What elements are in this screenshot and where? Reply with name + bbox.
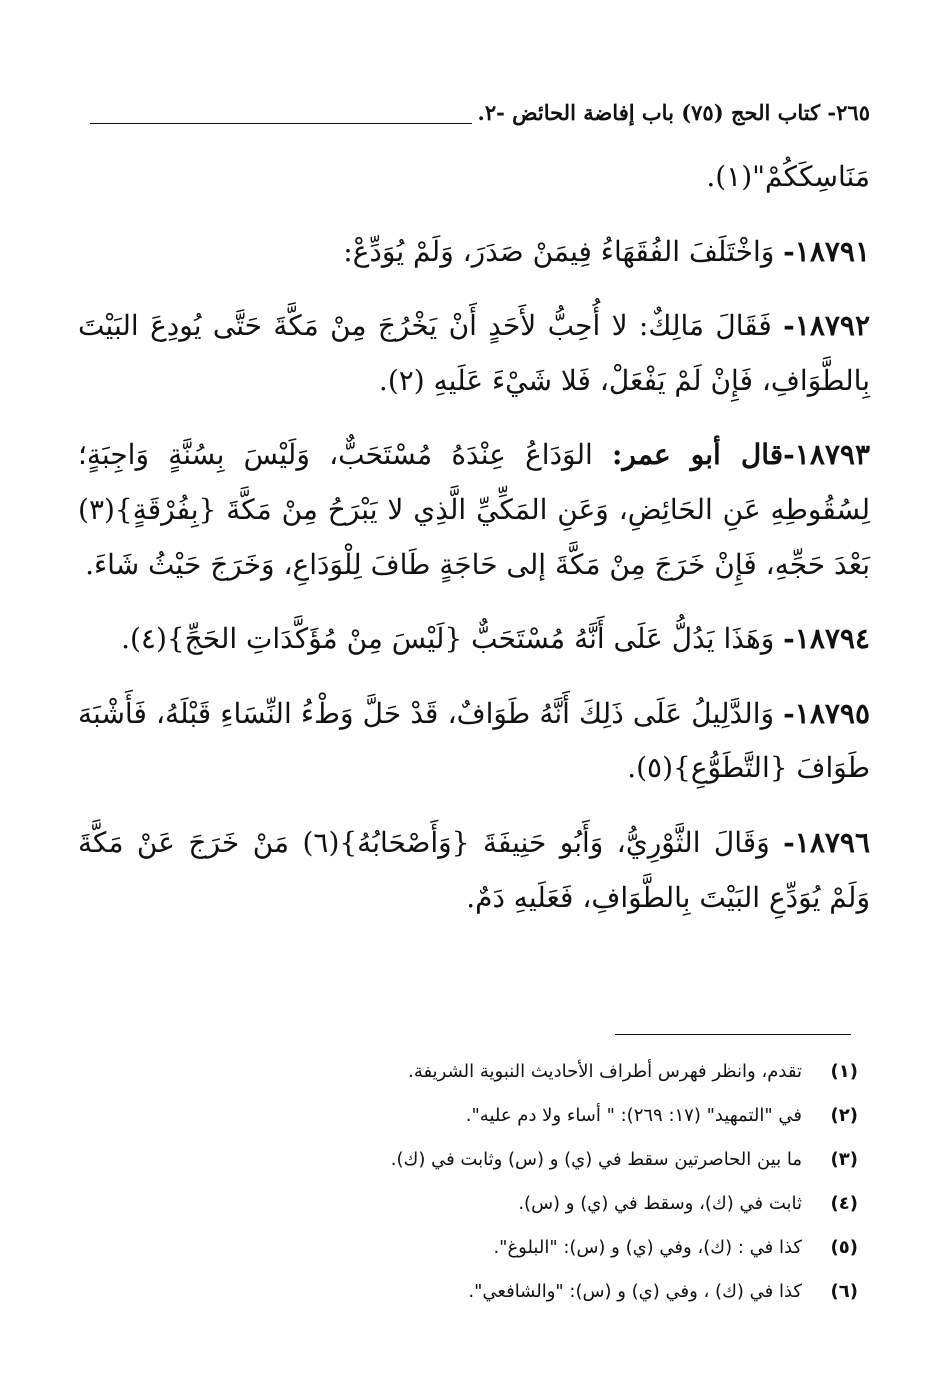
footnotes xyxy=(100,1050,858,1314)
footnote-2 xyxy=(100,1094,858,1138)
paragraph-number: ١٨٧٩٤- xyxy=(783,622,870,656)
paragraph-number: ١٨٧٩٥- xyxy=(783,696,870,730)
footnote-text: في "التمهيد" (١٧: ٢٦٩): " أساء ولا دم عليه". xyxy=(465,1105,802,1126)
footnote-number: (٥) xyxy=(830,1237,858,1258)
paragraph-number: ١٨٧٩٣- xyxy=(783,438,870,472)
paragraph-text: فَقَالَ مَالِكٌ: لا أُحِبُّ لأَحَدٍ أَنْ يَخْرُجَ مِنْ مَكَّةَ حَتَّى يُودِعَ البَيْتَ بِالطَّوَافِ، فَإِنْ لَمْ يَفْعَلْ، فَلا شَيْءَ عَلَيهِ (٢). xyxy=(78,309,870,397)
main-text xyxy=(78,150,870,945)
footnote-text: كذا في : (ك)، وفي (ي) و (س): "البلوغ". xyxy=(493,1237,802,1258)
footnote-number: (٣) xyxy=(830,1149,858,1170)
footnote-number: (٦) xyxy=(830,1281,858,1302)
running-header xyxy=(90,92,870,132)
paragraph-18792 xyxy=(78,299,870,408)
paragraph-18793 xyxy=(78,428,870,592)
footnote-3 xyxy=(100,1138,858,1182)
paragraph-number: ١٨٧٩٢- xyxy=(783,309,870,343)
paragraph-text: وَالدَّلِيلُ عَلَى ذَلِكَ أَنَّهُ طَوَافٌ، قَدْ حَلَّ وَطْءُ النِّسَاءِ قَبْلَهُ، فَأَشْبَهَ طَوَافَ {التَّطَوُّعِ}(٥). xyxy=(78,696,870,785)
footnote-text: ثابت في (ك)، وسقط في (ي) و (س). xyxy=(518,1193,802,1214)
paragraph-lead: قال أبو عمر: xyxy=(612,438,784,472)
footnote-text: تقدم، وانظر فهرس أطراف الأحاديث النبوية الشريفة. xyxy=(408,1061,802,1082)
paragraph-18795 xyxy=(78,687,870,796)
continuation-line: مَنَاسِكَكُمْ"(١). xyxy=(706,160,870,193)
footnote-number: (١) xyxy=(830,1061,858,1082)
footnote-1 xyxy=(100,1050,858,1094)
paragraph-number: ١٨٧٩٦- xyxy=(783,825,870,859)
footnote-text: كذا في (ك) ، وفي (ي) و (س): "والشافعي". xyxy=(468,1281,802,1302)
header-rule xyxy=(90,101,472,124)
paragraph-text: وَهَذَا يَدُلُّ عَلَى أَنَّهُ مُسْتَحَبٌّ {لَيْسَ مِنْ مُؤَكَّدَاتِ الحَجِّ}(٤). xyxy=(121,622,784,656)
paragraph-text: وَاخْتَلَفَ الفُقَهَاءُ فِيمَنْ صَدَرَ، وَلَمْ يُوَدِّعْ: xyxy=(343,234,784,268)
footnote-4 xyxy=(100,1182,858,1226)
footnote-5 xyxy=(100,1226,858,1270)
footnote-rule xyxy=(615,1034,851,1035)
paragraph-text: الوَدَاعُ عِنْدَهُ مُسْتَحَبٌّ، وَلَيْسَ بِسُنَّةٍ وَاجِبَةٍ؛ لِسُقُوطِهِ عَنِ الحَائِضِ، وَعَنِ المَكِّيِّ الَّذِي لا يَبْرَحُ مِنْ مَكَّةَ {بِفُرْقَةٍ}(٣) بَعْدَ حَجِّهِ، فَإِنْ خَرَجَ مِنْ مَكَّةَ إلى حَاجَةٍ طَافَ لِلْوَدَاعِ، وَخَرَجَ حَيْثُ شَاءَ. xyxy=(78,438,870,581)
footnote-text: ما بين الحاصرتين سقط في (ي) و (س) وثابت في (ك). xyxy=(390,1149,802,1170)
paragraph-18791 xyxy=(78,225,870,280)
paragraph-number: ١٨٧٩١- xyxy=(783,234,870,268)
footnote-number: (٢) xyxy=(830,1105,858,1126)
paragraph-text: وَقَالَ الثَّوْرِيُّ، وَأَبُو حَنِيفَةَ {وَأَصْحَابُهُ}(٦) مَنْ خَرَجَ عَنْ مَكَّةَ وَلَمْ يُوَدِّعِ البَيْتَ بِالطَّوَافِ، فَعَلَيهِ دَمٌ. xyxy=(78,825,870,914)
paragraph-18794 xyxy=(78,612,870,667)
footnote-number: (٤) xyxy=(830,1193,858,1214)
header-title: ٢٦٥- كتاب الحج (٧٥) باب إفاضة الحائض -٢. xyxy=(477,99,870,125)
footnote-6 xyxy=(100,1270,858,1314)
paragraph-18796 xyxy=(78,816,870,925)
